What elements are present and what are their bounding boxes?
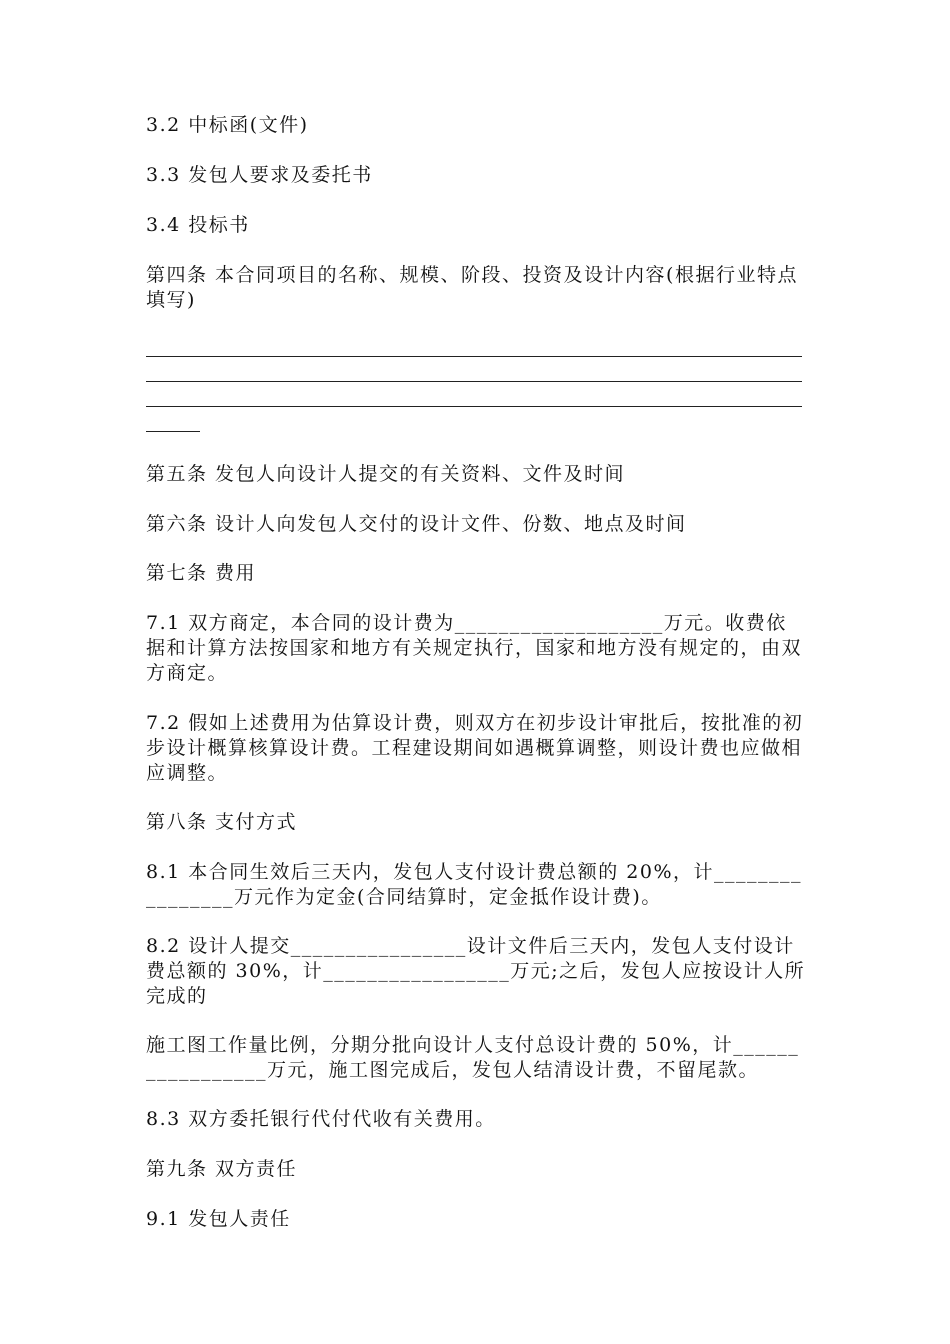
clause-8-2: 8.2 设计人提交________________设计文件后三天内，发包人支付设计费总额的 30%，计_________________万元;之后，发包人应按设计人所完成的 [146,935,806,1007]
article-7-heading: 第七条 费用 [146,562,257,584]
clause-7-1: 7.1 双方商定，本合同的设计费为___________________万元。收费依据和计算方法按国家和地方有关规定执行，国家和地方没有规定的，由双方商定。 [146,612,803,684]
clause-3-2: 3.2 中标函(文件) [146,114,309,136]
clause-8-3: 8.3 双方委托银行代付代收有关费用。 [146,1108,496,1130]
clause-8-1: 8.1 本合同生效后三天内，发包人支付设计费总额的 20%，计________________万元作为定金(合同结算时，定金抵作设计费)。 [146,861,803,908]
article-9-heading: 第九条 双方责任 [146,1158,298,1180]
article-4-heading: 第四条 本合同项目的名称、规模、阶段、投资及设计内容(根据行业特点填写) [146,264,798,311]
article-8-heading: 第八条 支付方式 [146,811,298,833]
clause-3-4: 3.4 投标书 [146,214,250,236]
clause-8-2-continued: 施工图工作量比例，分期分批向设计人支付总设计费的 50%，计_________________万元，施工图完成后，发包人结清设计费，不留尾款。 [146,1034,800,1081]
fill-in-line-3 [146,406,802,407]
fill-in-line-4 [146,431,200,432]
clause-3-3: 3.3 发包人要求及委托书 [146,164,373,186]
fill-in-line-2 [146,381,802,382]
article-5-heading: 第五条 发包人向设计人提交的有关资料、文件及时间 [146,463,626,485]
clause-9-1: 9.1 发包人责任 [146,1208,291,1230]
fill-in-line-1 [146,356,802,357]
clause-7-2: 7.2 假如上述费用为估算设计费，则双方在初步设计审批后，按批准的初步设计概算核算设计费。工程建设期间如遇概算调整，则设计费也应做相应调整。 [146,712,804,784]
article-6-heading: 第六条 设计人向发包人交付的设计文件、份数、地点及时间 [146,513,687,535]
